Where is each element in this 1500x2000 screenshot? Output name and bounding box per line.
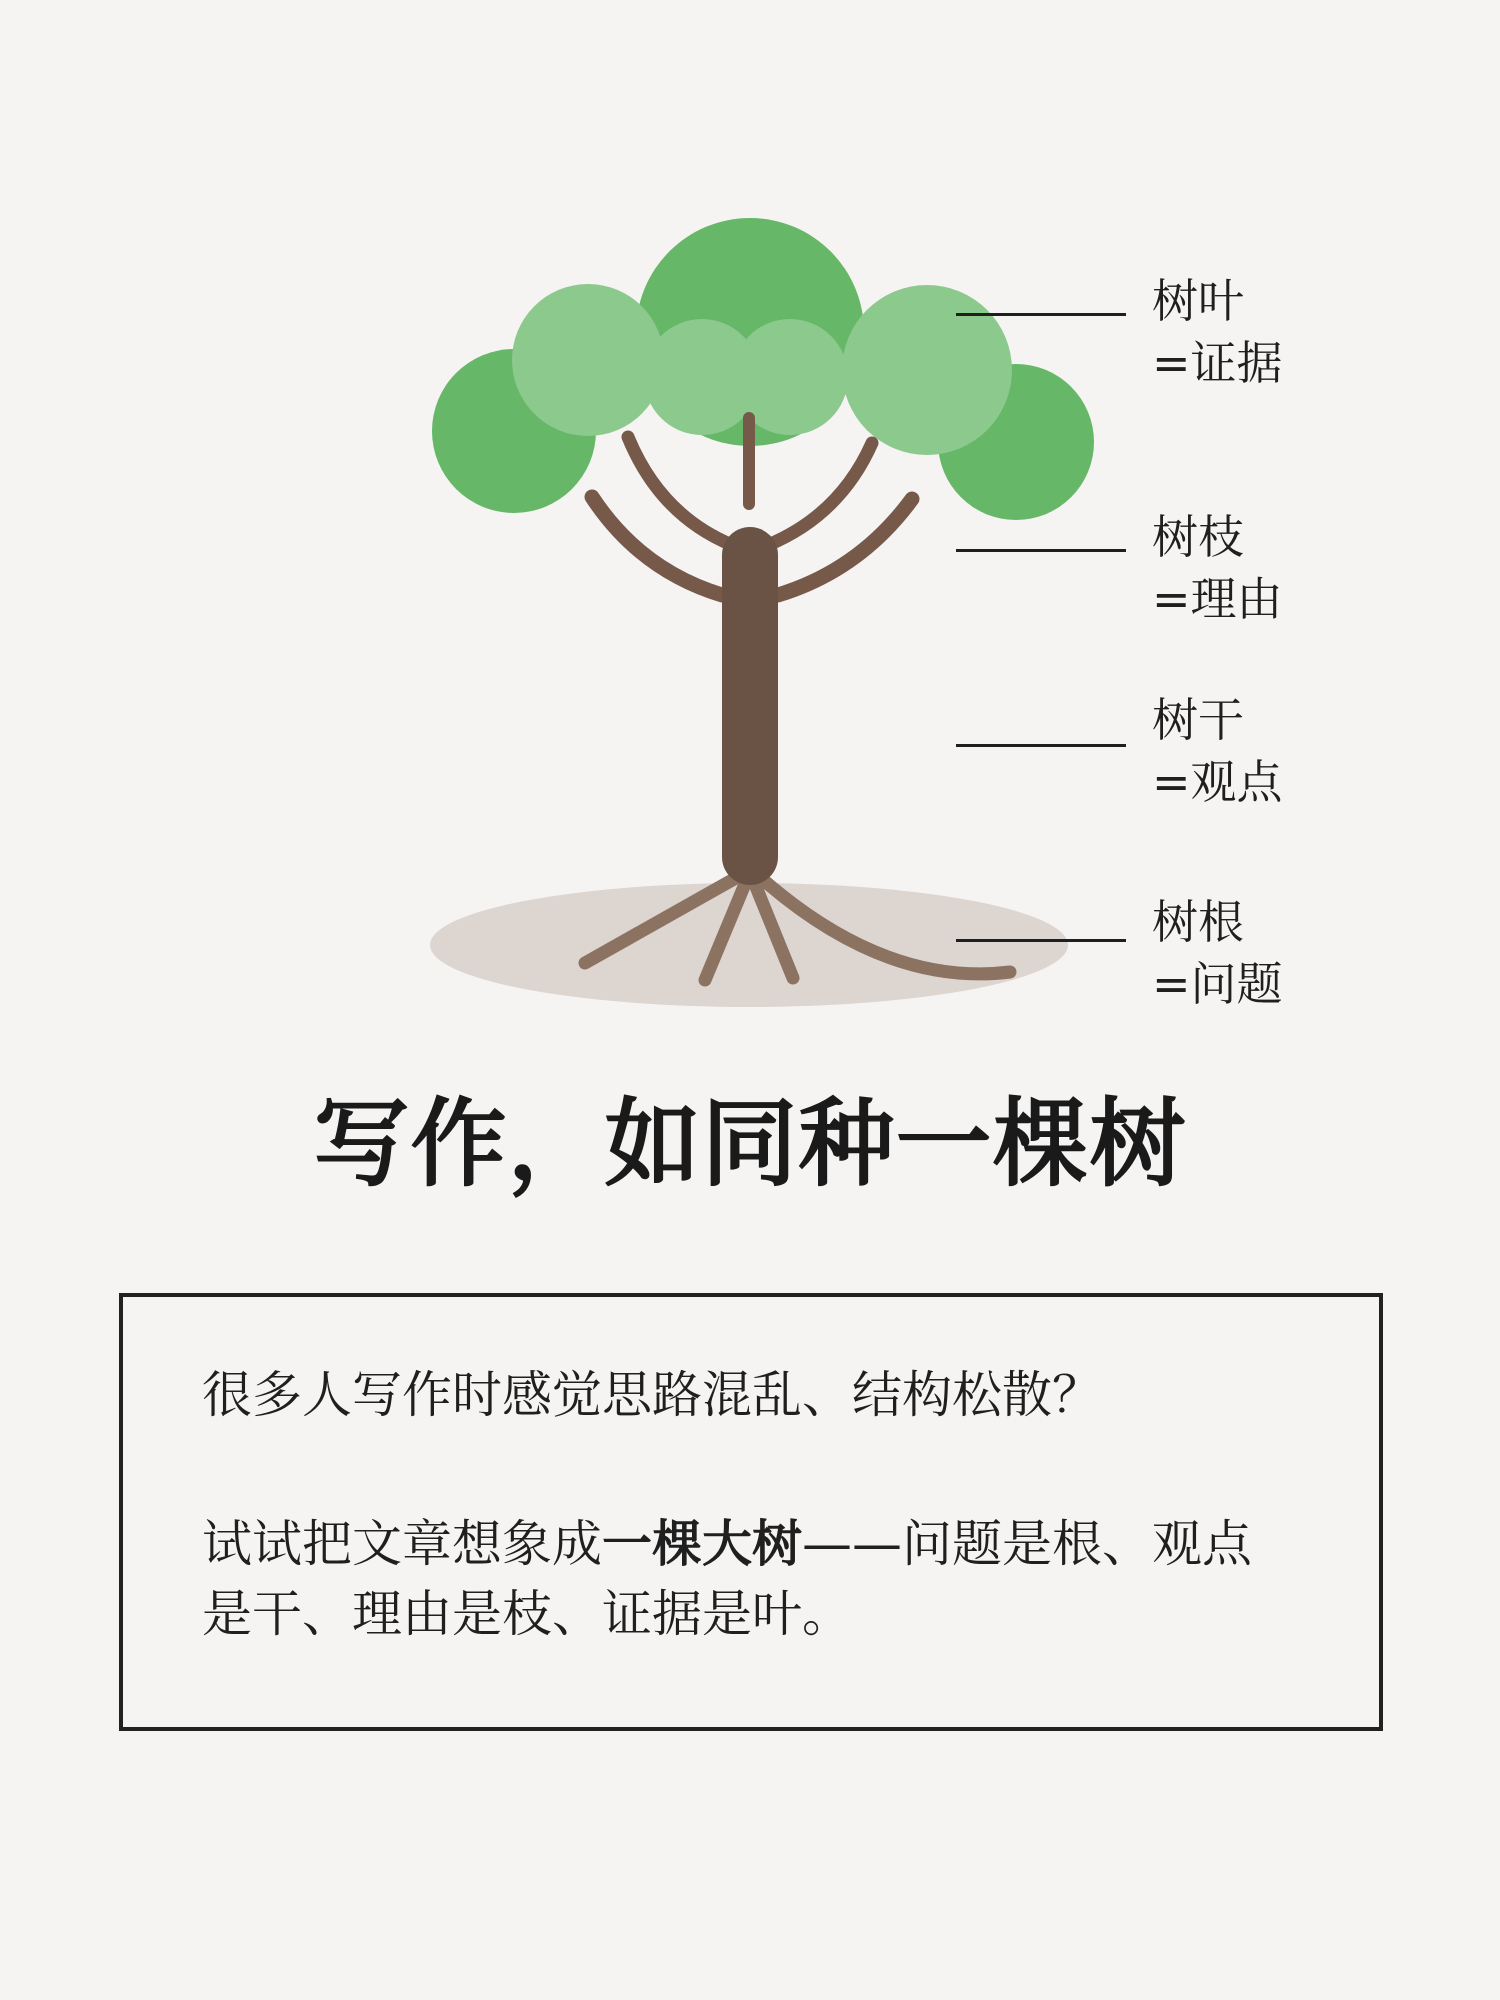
- info-paragraph-question: 很多人写作时感觉思路混乱、结构松散？: [202, 1366, 1102, 1424]
- paragraph2-bold-phrase: 一棵大树: [602, 1515, 802, 1573]
- label-leaves-meaning: =证据: [1152, 336, 1283, 390]
- label-branches: [1152, 506, 1412, 630]
- info-paragraph-metaphor: [202, 1509, 1362, 1649]
- label-branches-meaning: =理由: [1152, 572, 1283, 626]
- branch-upper-right-icon: [768, 443, 872, 545]
- label-roots-part: 树根: [1152, 895, 1244, 949]
- ground-ellipse: [430, 883, 1068, 1007]
- branch-upper-left-icon: [628, 437, 732, 545]
- label-branches-part: 树枝: [1152, 510, 1244, 564]
- leader-line-roots: [956, 939, 1126, 942]
- tree-trunk: [722, 527, 778, 885]
- branch-lower-left-icon: [592, 497, 722, 595]
- label-trunk-part: 树干: [1152, 693, 1244, 747]
- page-title: 写作，如同种一棵树: [313, 1088, 1187, 1200]
- paragraph2-pre: 试试把文章想象成: [202, 1515, 602, 1573]
- leader-line-trunk: [956, 744, 1126, 747]
- info-box: [119, 1293, 1383, 1731]
- label-trunk: [1152, 689, 1412, 813]
- canopy-circle-light-right: [842, 285, 1012, 455]
- paragraph2-line2: 是干、理由是枝、证据是叶。: [202, 1585, 852, 1643]
- label-leaves: [1152, 270, 1412, 394]
- label-roots: [1152, 891, 1412, 1015]
- branch-lower-right-icon: [778, 499, 912, 595]
- leader-line-branches: [956, 549, 1126, 552]
- label-trunk-meaning: =观点: [1152, 755, 1283, 809]
- tree-illustration: [380, 160, 1150, 1030]
- paragraph2-line1-rest: ——问题是根、观点: [802, 1515, 1252, 1573]
- leader-line-leaves: [956, 313, 1126, 316]
- label-roots-meaning: =问题: [1152, 957, 1283, 1011]
- canopy-circle-light-left: [512, 284, 664, 436]
- label-leaves-part: 树叶: [1152, 274, 1244, 328]
